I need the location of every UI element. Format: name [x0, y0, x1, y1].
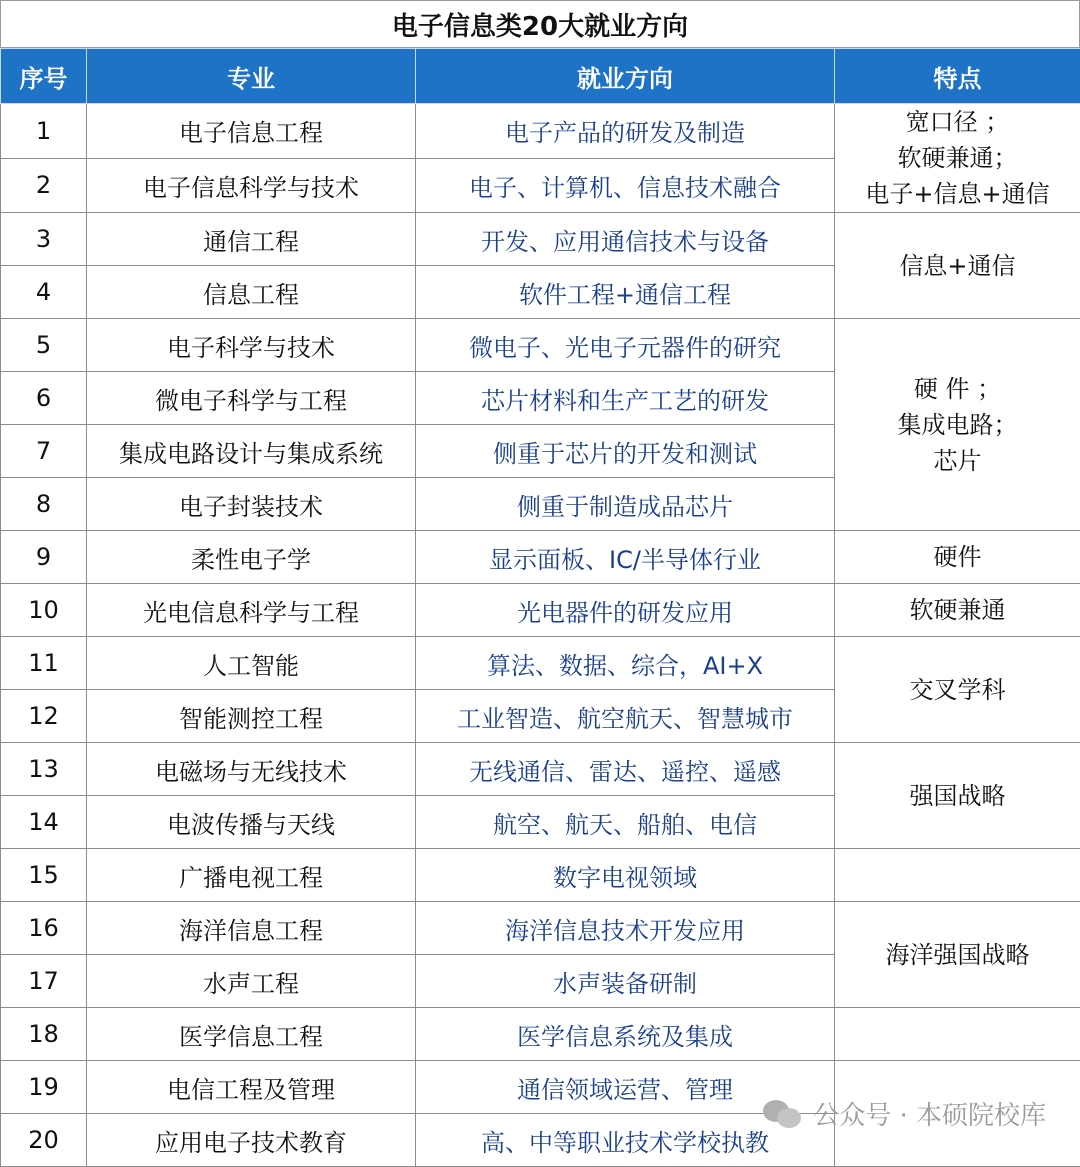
- feature-cell: [835, 319, 1080, 531]
- major-name: 人工智能: [87, 637, 416, 690]
- row-number: 13: [1, 743, 87, 796]
- feature-line: 软硬兼通；: [835, 140, 1080, 176]
- table-row: [1, 849, 1080, 902]
- table-row: [1, 902, 1080, 955]
- major-name: 集成电路设计与集成系统: [87, 425, 416, 478]
- feature-cell: [835, 902, 1080, 1008]
- major-name: 电子科学与技术: [87, 319, 416, 372]
- watermark: [763, 1095, 1046, 1132]
- major-name: 光电信息科学与工程: [87, 584, 416, 637]
- major-name: 智能测控工程: [87, 690, 416, 743]
- career-direction: 电子、计算机、信息技术融合: [416, 158, 835, 213]
- feature-line: 交叉学科: [835, 672, 1080, 708]
- major-name: 电磁场与无线技术: [87, 743, 416, 796]
- major-name: 医学信息工程: [87, 1008, 416, 1061]
- feature-cell: [835, 743, 1080, 849]
- table-row: [1, 584, 1080, 637]
- table-row: [1, 319, 1080, 372]
- major-name: 应用电子技术教育: [87, 1114, 416, 1167]
- major-name: 电信工程及管理: [87, 1061, 416, 1114]
- row-number: 1: [1, 104, 87, 159]
- career-direction: 算法、数据、综合，AI+X: [416, 637, 835, 690]
- row-number: 9: [1, 531, 87, 584]
- header-no: 序号: [1, 49, 87, 104]
- row-number: 5: [1, 319, 87, 372]
- header-feature: 特点: [835, 49, 1080, 104]
- row-number: 15: [1, 849, 87, 902]
- feature-line: 硬 件 ；: [835, 371, 1080, 407]
- career-direction: 水声装备研制: [416, 955, 835, 1008]
- career-direction: 电子产品的研发及制造: [416, 104, 835, 159]
- feature-cell: [835, 104, 1080, 213]
- career-direction: 高、中等职业技术学校执教: [416, 1114, 835, 1167]
- row-number: 3: [1, 213, 87, 266]
- row-number: 17: [1, 955, 87, 1008]
- career-direction: 工业智造、航空航天、智慧城市: [416, 690, 835, 743]
- major-name: 电子信息工程: [87, 104, 416, 159]
- major-name: 海洋信息工程: [87, 902, 416, 955]
- career-direction: 海洋信息技术开发应用: [416, 902, 835, 955]
- feature-line: 海洋强国战略: [835, 937, 1080, 973]
- major-name: 微电子科学与工程: [87, 372, 416, 425]
- table-row: [1, 637, 1080, 690]
- header-direction: 就业方向: [416, 49, 835, 104]
- table-row: [1, 743, 1080, 796]
- career-direction: 航空、航天、船舶、电信: [416, 796, 835, 849]
- table-row: [1, 531, 1080, 584]
- table-row: [1, 104, 1080, 159]
- career-direction: 软件工程+通信工程: [416, 266, 835, 319]
- feature-cell: [835, 213, 1080, 319]
- career-direction: 侧重于制造成品芯片: [416, 478, 835, 531]
- majors-table: [0, 48, 1080, 1167]
- feature-line: 电子+信息+通信: [835, 176, 1080, 212]
- major-name: 电子信息科学与技术: [87, 158, 416, 213]
- feature-cell: [835, 1008, 1080, 1061]
- career-direction: 无线通信、雷达、遥控、遥感: [416, 743, 835, 796]
- row-number: 2: [1, 158, 87, 213]
- row-number: 20: [1, 1114, 87, 1167]
- row-number: 4: [1, 266, 87, 319]
- page-title: 电子信息类20大就业方向: [0, 0, 1080, 48]
- row-number: 18: [1, 1008, 87, 1061]
- major-name: 电波传播与天线: [87, 796, 416, 849]
- feature-cell: [835, 584, 1080, 637]
- row-number: 11: [1, 637, 87, 690]
- table-row: [1, 213, 1080, 266]
- header-major: 专业: [87, 49, 416, 104]
- career-direction: 医学信息系统及集成: [416, 1008, 835, 1061]
- wechat-icon: [763, 1098, 803, 1130]
- feature-line: 强国战略: [835, 778, 1080, 814]
- feature-line: 芯片: [835, 443, 1080, 479]
- row-number: 6: [1, 372, 87, 425]
- feature-line: 宽口径 ；: [835, 104, 1080, 140]
- career-direction: 光电器件的研发应用: [416, 584, 835, 637]
- major-name: 通信工程: [87, 213, 416, 266]
- career-direction: 侧重于芯片的开发和测试: [416, 425, 835, 478]
- major-name: 电子封装技术: [87, 478, 416, 531]
- career-direction: 微电子、光电子元器件的研究: [416, 319, 835, 372]
- major-name: 水声工程: [87, 955, 416, 1008]
- feature-cell: [835, 531, 1080, 584]
- career-direction: 芯片材料和生产工艺的研发: [416, 372, 835, 425]
- career-direction: 开发、应用通信技术与设备: [416, 213, 835, 266]
- feature-line: 硬件: [835, 539, 1080, 575]
- major-name: 柔性电子学: [87, 531, 416, 584]
- watermark-text: 公众号 · 本硕院校库: [813, 1095, 1046, 1132]
- major-name: 信息工程: [87, 266, 416, 319]
- header-row: [1, 49, 1080, 104]
- feature-line: 信息+通信: [835, 248, 1080, 284]
- row-number: 16: [1, 902, 87, 955]
- career-direction: 数字电视领域: [416, 849, 835, 902]
- feature-cell: [835, 849, 1080, 902]
- table-body: [1, 104, 1080, 1167]
- row-number: 8: [1, 478, 87, 531]
- row-number: 19: [1, 1061, 87, 1114]
- row-number: 14: [1, 796, 87, 849]
- feature-cell: [835, 637, 1080, 743]
- career-direction: 通信领域运营、管理: [416, 1061, 835, 1114]
- table-row: [1, 1008, 1080, 1061]
- career-direction: 显示面板、IC/半导体行业: [416, 531, 835, 584]
- feature-line: 集成电路；: [835, 407, 1080, 443]
- major-name: 广播电视工程: [87, 849, 416, 902]
- row-number: 10: [1, 584, 87, 637]
- feature-line: 软硬兼通: [835, 592, 1080, 628]
- row-number: 7: [1, 425, 87, 478]
- row-number: 12: [1, 690, 87, 743]
